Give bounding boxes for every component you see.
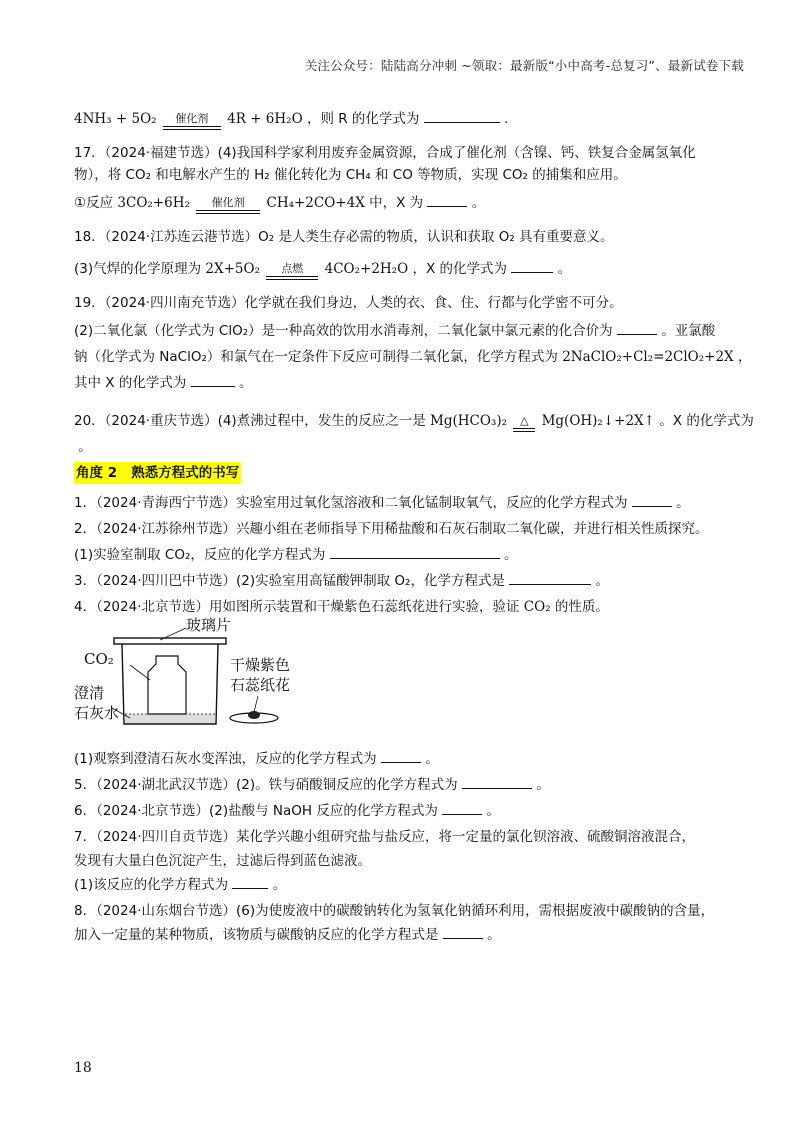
item-6	[74, 800, 734, 822]
q18-condition: 点燃	[281, 262, 304, 275]
limewater	[125, 714, 215, 723]
answer-blank[interactable]	[632, 492, 672, 507]
q20-rhs: Mg(OH)₂↓+2X↑	[541, 413, 655, 429]
q20-condition: △	[520, 414, 529, 427]
q19-line2-text: (2)二氧化氯（化学式为 ClO₂）是一种高效的饮用水消毒剂，二氧化氯中氯元素的化合价为	[74, 323, 613, 339]
item-5-end: 。	[536, 777, 550, 793]
q16-tail: ，则 R 的化学式为	[306, 111, 420, 127]
q18-rhs: 4CO₂+2H₂O	[324, 261, 409, 277]
paper-label-2: 石蕊纸花	[230, 676, 291, 694]
q18-end: 。	[557, 261, 572, 277]
answer-blank[interactable]	[381, 748, 421, 763]
item-8-end: 。	[487, 927, 501, 943]
q18-pre: (3)气焊的化学原理为	[74, 261, 202, 277]
item-2: 2．（2024·江苏徐州节选）兴趣小组在老师指导下用稀盐酸和石灰石制取二氧化碳，并进行相关性质探究。	[74, 521, 709, 537]
page-number: 18	[74, 1060, 92, 1076]
q18-tail: ，X 的化学式为	[412, 261, 508, 277]
item-1	[74, 492, 734, 514]
item-4-sub	[74, 748, 734, 770]
glass-label: 玻璃片	[186, 616, 232, 634]
item-3-end: 。	[595, 573, 610, 589]
paper-label-1: 干燥紫色	[230, 656, 291, 674]
q16-equation-line	[74, 108, 734, 130]
q19-equation: 2NaClO₂+Cl₂=2ClO₂+2X	[562, 349, 734, 365]
glass-plate	[114, 638, 226, 644]
section-title-line	[74, 458, 734, 488]
item-2-sub-text: (1)实验室制取 CO₂，反应的化学方程式为	[74, 547, 326, 563]
q18-condition-arrow	[266, 262, 318, 280]
section-title-text: 熟悉方程式的书写	[131, 465, 240, 481]
q17-end: 。	[471, 195, 486, 211]
q16-end: .	[504, 111, 509, 127]
item-5	[74, 774, 734, 796]
q18-lhs: 2X+5O₂	[205, 261, 261, 277]
co2-label: CO₂	[84, 650, 114, 668]
litmus-flower	[248, 711, 260, 719]
q20-line2	[74, 436, 734, 458]
answer-blank[interactable]	[427, 192, 467, 207]
q17-condition-arrow	[196, 196, 260, 214]
item-4-text: 4．（2024·北京节选）用如图所示装置和干燥紫色石蕊纸花进行实验，验证	[74, 599, 520, 615]
q19-line2-end: 。亚氯酸	[661, 323, 716, 339]
equals-sign	[196, 210, 260, 214]
q17-line2: 物），将 CO₂ 和电解水产生的 H₂ 催化转化为 CH₄ 和 CO 等物质，实现 CO₂ 的捕集和应用。	[74, 167, 627, 183]
q18-equation-line	[74, 258, 734, 280]
q20-lhs: Mg(HCO₃)₂	[430, 413, 507, 429]
q17-equation-line	[74, 192, 734, 214]
q19-line1: 19．（2024·四川南充节选）化学就在我们身边，人类的衣、食、住、行都与化学密不可分。	[74, 295, 623, 311]
q19-line4-text: 其中 X 的化学式为	[74, 375, 187, 391]
q20-tail: 。X 的化学式为	[659, 413, 754, 429]
equals-sign	[163, 126, 221, 130]
apparatus-figure	[74, 616, 734, 742]
item-2-sub	[74, 544, 734, 566]
item-6-end: 。	[486, 803, 500, 819]
answer-blank[interactable]	[191, 372, 235, 387]
section-label: 角度 2	[76, 465, 118, 481]
q17-condition: 催化剂	[211, 196, 245, 209]
answer-blank[interactable]	[330, 544, 500, 559]
q16-rhs: 4R + 6H₂O	[227, 111, 303, 127]
item-4-sub-text: (1)观察到澄清石灰水变浑浊，反应的化学方程式为	[74, 751, 377, 767]
limewater-label-1: 澄清	[74, 684, 105, 702]
answer-blank[interactable]	[511, 258, 553, 273]
item-7-sub	[74, 874, 734, 896]
item-7-sub-text: (1)该反应的化学方程式为	[74, 877, 229, 893]
item-8: 8．（2024·山东烟台节选）(6)为使废液中的碳酸钠转化为氢氧化钠循环利用，需根据废液中碳酸钠的含量，	[74, 903, 715, 919]
answer-blank[interactable]	[462, 774, 532, 789]
page-header: 关注公众号：陆陆高分冲刺 ~领取：最新版“小中高考-总复习”、最新试卷下载	[304, 58, 744, 73]
answer-blank[interactable]	[443, 924, 483, 939]
item-5-text: 5．（2024·湖北武汉节选）(2)。铁与硝酸铜反应的化学方程式为	[74, 777, 458, 793]
item-3-text: 3．（2024·四川巴中节选）(2)实验室用高锰酸钾制取 O₂，化学方程式是	[74, 573, 505, 589]
equals-sign	[266, 276, 318, 280]
q17-lhs: 3CO₂+6H₂	[117, 195, 190, 211]
q16-lhs: 4NH₃ + 5O₂	[74, 111, 157, 127]
limewater-label-2: 石灰水	[74, 704, 120, 722]
q19-line3-end: ，	[737, 349, 752, 365]
item-7-line2: 发现有大量白色沉淀产生，过滤后得到蓝色滤液。	[74, 853, 371, 869]
q17-tail: 中，X 为	[369, 195, 424, 211]
section-title	[74, 462, 241, 484]
q19-line3-text: 钠（化学式为 NaClO₂）和氯气在一定条件下反应可制得二氧化氯，化学方程式为	[74, 349, 558, 365]
page-content	[74, 96, 754, 946]
q18-line1: 18．（2024·江苏连云港节选）O₂ 是人类生存必需的物质，认识和获取 O₂ 具有重要意义。	[74, 229, 614, 245]
answer-blank[interactable]	[424, 108, 500, 123]
q19-line3	[74, 346, 752, 368]
equals-sign	[513, 428, 535, 432]
answer-blank[interactable]	[232, 874, 268, 889]
q17-rhs: CH₄+2CO+4X	[266, 195, 365, 211]
item-4-text-end: 的性质。	[554, 599, 609, 615]
item-6-text: 6．（2024·北京节选）(2)盐酸与 NaOH 反应的化学方程式为	[74, 803, 438, 819]
item-4-formula: CO₂	[523, 599, 551, 615]
item-7: 7．（2024·四川自贡节选）某化学兴趣小组研究盐与盐反应，将一定量的氯化钡溶液、硫酸铜溶液混合，	[74, 829, 695, 845]
item-3	[74, 570, 734, 592]
item-8-line2-text: 加入一定量的某种物质，该物质与碳酸钠反应的化学方程式是	[74, 927, 439, 943]
q17-line1: 17．（2024·福建节选）(4)我国科学家利用废弃金属资源，合成了催化剂（含镍、钙、铁复合金属氢氧化	[74, 145, 696, 161]
q16-condition: 催化剂	[175, 112, 209, 125]
item-8-line2	[74, 924, 734, 946]
answer-blank[interactable]	[509, 570, 591, 585]
q20-pre: 20．（2024·重庆节选）(4)煮沸过程中，发生的反应之一是	[74, 413, 426, 429]
q20-end: 。	[78, 439, 92, 455]
small-bottle	[148, 656, 186, 714]
item-1-end: 。	[676, 495, 690, 511]
answer-blank[interactable]	[617, 320, 657, 335]
q20-condition-arrow	[513, 414, 535, 432]
q17-pre: ①反应	[74, 195, 114, 211]
item-1-text: 1．（2024·青海西宁节选）实验室用过氧化氢溶液和二氧化锰制取氧气，反应的化学方程式为	[74, 495, 628, 511]
item-4	[74, 596, 734, 618]
q20-line	[74, 410, 754, 432]
answer-blank[interactable]	[442, 800, 482, 815]
q19-line4	[74, 372, 734, 394]
item-4-sub-end: 。	[425, 751, 439, 767]
q16-condition-arrow	[163, 112, 221, 130]
item-7-sub-end: 。	[272, 877, 287, 893]
item-2-sub-end: 。	[503, 547, 518, 563]
q19-line2	[74, 320, 734, 342]
q19-line4-end: 。	[238, 375, 253, 391]
